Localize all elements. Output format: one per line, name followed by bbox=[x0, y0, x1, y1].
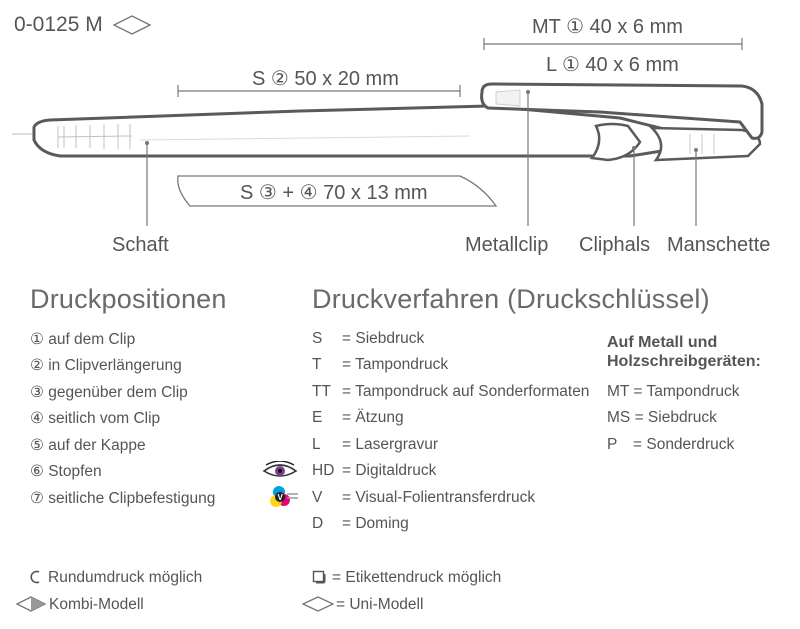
position-item-6: ⑥ Stopfen bbox=[30, 463, 102, 480]
method-row-hd: HD = Digitaldruck bbox=[312, 462, 437, 479]
half-circle-icon bbox=[30, 570, 44, 584]
dimension-s-side: S ③ + ④ 70 x 13 mm bbox=[240, 182, 428, 204]
part-schaft: Schaft bbox=[112, 234, 169, 256]
method-row-v: V = Visual-Folientransferdruck bbox=[312, 489, 536, 506]
method-row-s: S = Siebdruck bbox=[312, 330, 425, 347]
label-square-icon bbox=[312, 570, 326, 584]
method-row-l: L = Lasergravur bbox=[312, 436, 439, 453]
dimension-l: L ① 40 x 6 mm bbox=[546, 54, 679, 76]
position-item-7: ⑦ seitliche Clipbefestigung bbox=[30, 490, 216, 507]
eye-icon bbox=[262, 461, 298, 481]
legend-uni: = Uni-Modell bbox=[302, 596, 423, 614]
uni-diamond-icon bbox=[302, 596, 334, 612]
dimension-s-shaft: S ② 50 x 20 mm bbox=[252, 68, 399, 90]
model-code: 0-0125 M bbox=[14, 13, 103, 36]
position-item-1: ① auf dem Clip bbox=[30, 331, 136, 348]
metall-row-p: P = Sonderdruck bbox=[607, 436, 735, 453]
part-cliphals: Cliphals bbox=[579, 234, 651, 256]
part-metallclip: Metallclip bbox=[465, 234, 549, 256]
svg-text:V: V bbox=[277, 493, 283, 502]
legend-etikett: = Etikettendruck möglich bbox=[312, 569, 501, 587]
method-row-t: T = Tampondruck bbox=[312, 356, 449, 373]
metall-row-mt: MT = Tampondruck bbox=[607, 383, 740, 400]
part-manschette: Manschette bbox=[667, 234, 771, 256]
kombi-diamond-icon bbox=[16, 596, 46, 612]
method-row-e: E = Ätzung bbox=[312, 409, 404, 426]
position-item-3: ③ gegenüber dem Clip bbox=[30, 384, 188, 401]
legend-rundum: Rundumdruck möglich bbox=[30, 569, 202, 587]
position-item-4: ④ seitlich vom Clip bbox=[30, 410, 161, 427]
dimension-mt: MT ① 40 x 6 mm bbox=[532, 16, 683, 38]
metall-title: Auf Metall und Holzschreibgeräten: bbox=[607, 334, 761, 370]
position-item-5: ⑤ auf der Kappe bbox=[30, 437, 146, 454]
visual-logo-icon bbox=[269, 484, 299, 510]
method-row-d: D = Doming bbox=[312, 515, 409, 532]
pen-barrel bbox=[34, 106, 668, 156]
position-item-2: ② in Clipverlängerung bbox=[30, 357, 182, 374]
method-row-tt: TT = Tampondruck auf Sonderformaten bbox=[312, 383, 590, 400]
druckpositionen-title: Druckpositionen bbox=[30, 284, 227, 314]
manschette bbox=[652, 128, 760, 160]
legend-kombi: Kombi-Modell bbox=[16, 596, 144, 614]
druckverfahren-title: Druckverfahren (Druckschlüssel) bbox=[312, 284, 710, 314]
uni-model-diamond-icon bbox=[114, 16, 150, 34]
clip-dimension-line bbox=[484, 38, 742, 50]
metall-row-ms: MS = Siebdruck bbox=[607, 409, 717, 426]
